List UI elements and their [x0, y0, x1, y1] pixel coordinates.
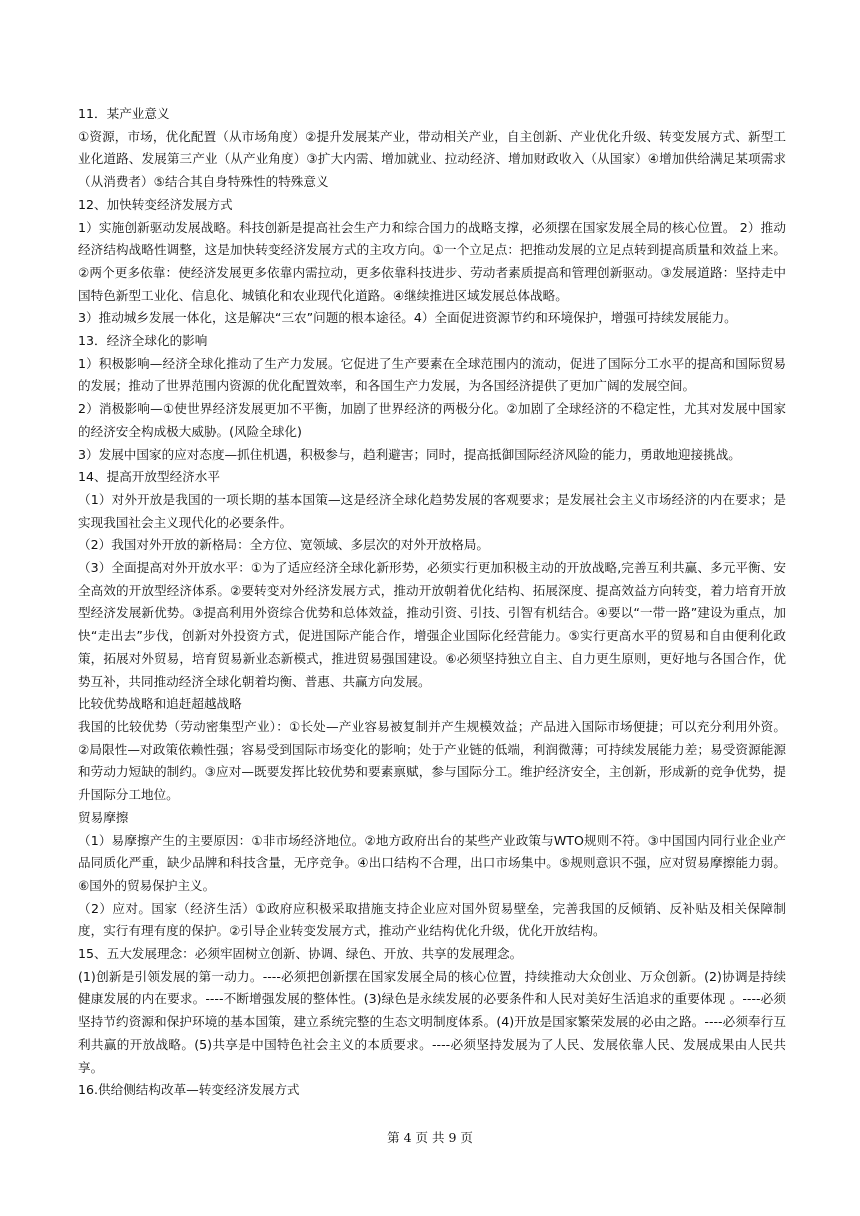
section-heading: 12、加快转变经济发展方式 [78, 196, 233, 212]
paragraph: （1）易摩擦产生的主要原因：①非市场经济地位。②地方政府出台的某些产业政策与WTO规则不符。③中国国内同行业企业产品同质化严重，缺少品牌和科技含量，无序竞争。④出口结构不合理，出口市场集中。⑤规则意识不强，应对贸易摩擦能力弱。⑥国外的贸易保护主义。 [78, 832, 786, 893]
section-heading: 14、提高开放型经济水平 [78, 469, 220, 485]
paragraph: （2）我国对外开放的新格局：全方位、宽领域、多层次的对外开放格局。 [78, 537, 490, 553]
section-heading: 16.供给侧结构改革—转变经济发展方式 [78, 1082, 300, 1098]
paragraph: （1）对外开放是我国的一项长期的基本国策—这是经济全球化趋势发展的客观要求；是发展社会主义市场经济的内在要求；是实现我国社会主义现代化的必要条件。 [78, 491, 786, 530]
paragraph: (1)创新是引领发展的第一动力。----必须把创新摆在国家发展全局的核心位置，持续推动大众创业、万众创新。(2)协调是持续健康发展的内在要求。----不断增强发展的整体性。(3)绿色是永续发展的必要条件和人民对美好生活追求的重要体现 。----必须坚持节约资源和保护环境的基本国策，建立系统完整的生态文明制度体系。(4)开放是国家繁荣发展的必由之路。----必须奉行互利共赢的开放战略。(5)共享是中国特色社会主义的本质要求。----必须坚持发展为了人民、发展依靠人民、发展成果由人民共享。 [78, 968, 786, 1075]
section-heading: 15、五大发展理念：必须牢固树立创新、协调、绿色、开放、共享的发展理念。 [78, 946, 523, 962]
paragraph: 1）实施创新驱动发展战略。科技创新是提高社会生产力和综合国力的战略支撑，必须摆在国家发展全局的核心位置。 2）推动经济结构战略性调整，这是加快转变经济发展方式的主攻方向。①一个立足点：把推动发展的立足点转到提高质量和效益上来。②两个更多依靠：使经济发展更多依靠内需拉动，更多依靠科技进步、劳动者素质提高和管理创新驱动。③发展道路：坚持走中国特色新型工业化、信息化、城镇化和农业现代化道路。④继续推进区域发展总体战略。 [78, 219, 786, 303]
paragraph: 我国的比较优势（劳动密集型产业）：①长处—产业容易被复制并产生规模效益；产品进入国际市场便捷；可以充分利用外资。②局限性—对政策依赖性强；容易受到国际市场变化的影响；处于产业链的低端，利润微薄；可持续发展能力差；易受资源能源和劳动力短缺的制约。③应对—既要发挥比较优势和要素禀赋，参与国际分工。维护经济安全，主创新，形成新的竞争优势，提升国际分工地位。 [78, 718, 786, 803]
paragraph: 3）发展中国家的应对态度—抓住机遇，积极参与，趋利避害；同时，提高抵御国际经济风险的能力，勇敢地迎接挑战。 [78, 446, 741, 462]
paragraph: （2）应对。国家（经济生活）①政府应积极采取措施支持企业应对国外贸易壁垒，完善我国的反倾销、反补贴及相关保障制度，实行有理有度的保护。②引导企业转变发展方式，推动产业结构优化升级，优化开放结构。 [78, 900, 786, 939]
paragraph: （3）全面提高对外开放水平：①为了适应经济全球化新形势，必须实行更加积极主动的开放战略,完善互利共赢、多元平衡、安全高效的开放型经济体系。②要转变对外经济发展方式，推动开放朝着优化结构、拓展深度、提高效益方向转变，着力培育开放型经济发展新优势。③提高利用外资综合优势和总体效益，推动引资、引技、引智有机结合。④要以“一带一路”建设为重点，加快“走出去”步伐，创新对外投资方式，促进国际产能合作，增强企业国际化经营能力。⑤实行更高水平的贸易和自由便利化政策，拓展对外贸易，培育贸易新业态新模式，推进贸易强国建设。⑥必须坚持独立自主、自力更生原则，更好地与各国合作，优势互补，共同推动经济全球化朝着均衡、普惠、共赢方向发展。 [78, 560, 786, 689]
section-heading: 比较优势战略和追赶超越战略 [78, 696, 242, 712]
paragraph: 1）积极影响—经济全球化推动了生产力发展。它促进了生产要素在全球范围内的流动，促进了国际分工水平的提高和国际贸易的发展；推动了世界范围内资源的优化配置效率，和各国生产力发展，为各国经济提供了更加广阔的发展空间。 [78, 355, 786, 394]
paragraph: ①资源，市场，优化配置（从市场角度）②提升发展某产业，带动相关产业，自主创新、产业优化升级、转变发展方式、新型工业化道路、发展第三产业（从产业角度）③扩大内需、增加就业、拉动经济、增加财政收入（从国家）④增加供给满足某项需求（从消费者）⑤结合其自身特殊性的特殊意义 [78, 128, 786, 190]
section-heading: 11．某产业意义 [78, 106, 170, 121]
paragraph: 2）消极影响—①使世界经济发展更加不平衡，加剧了世界经济的两极分化。②加剧了全球经济的不稳定性，尤其对发展中国家的经济安全构成极大威胁。(风险全球化) [78, 401, 786, 439]
paragraph: 3）推动城乡发展一体化，这是解决“三农”问题的根本途径。4）全面促进资源节约和环境保护，增强可持续发展能力。 [78, 310, 737, 326]
document-body [78, 103, 786, 1102]
page-number-footer: 第 4 页 共 9 页 [387, 1130, 473, 1145]
section-heading: 贸易摩擦 [78, 809, 129, 825]
section-heading: 13．经济全球化的影响 [78, 333, 208, 349]
